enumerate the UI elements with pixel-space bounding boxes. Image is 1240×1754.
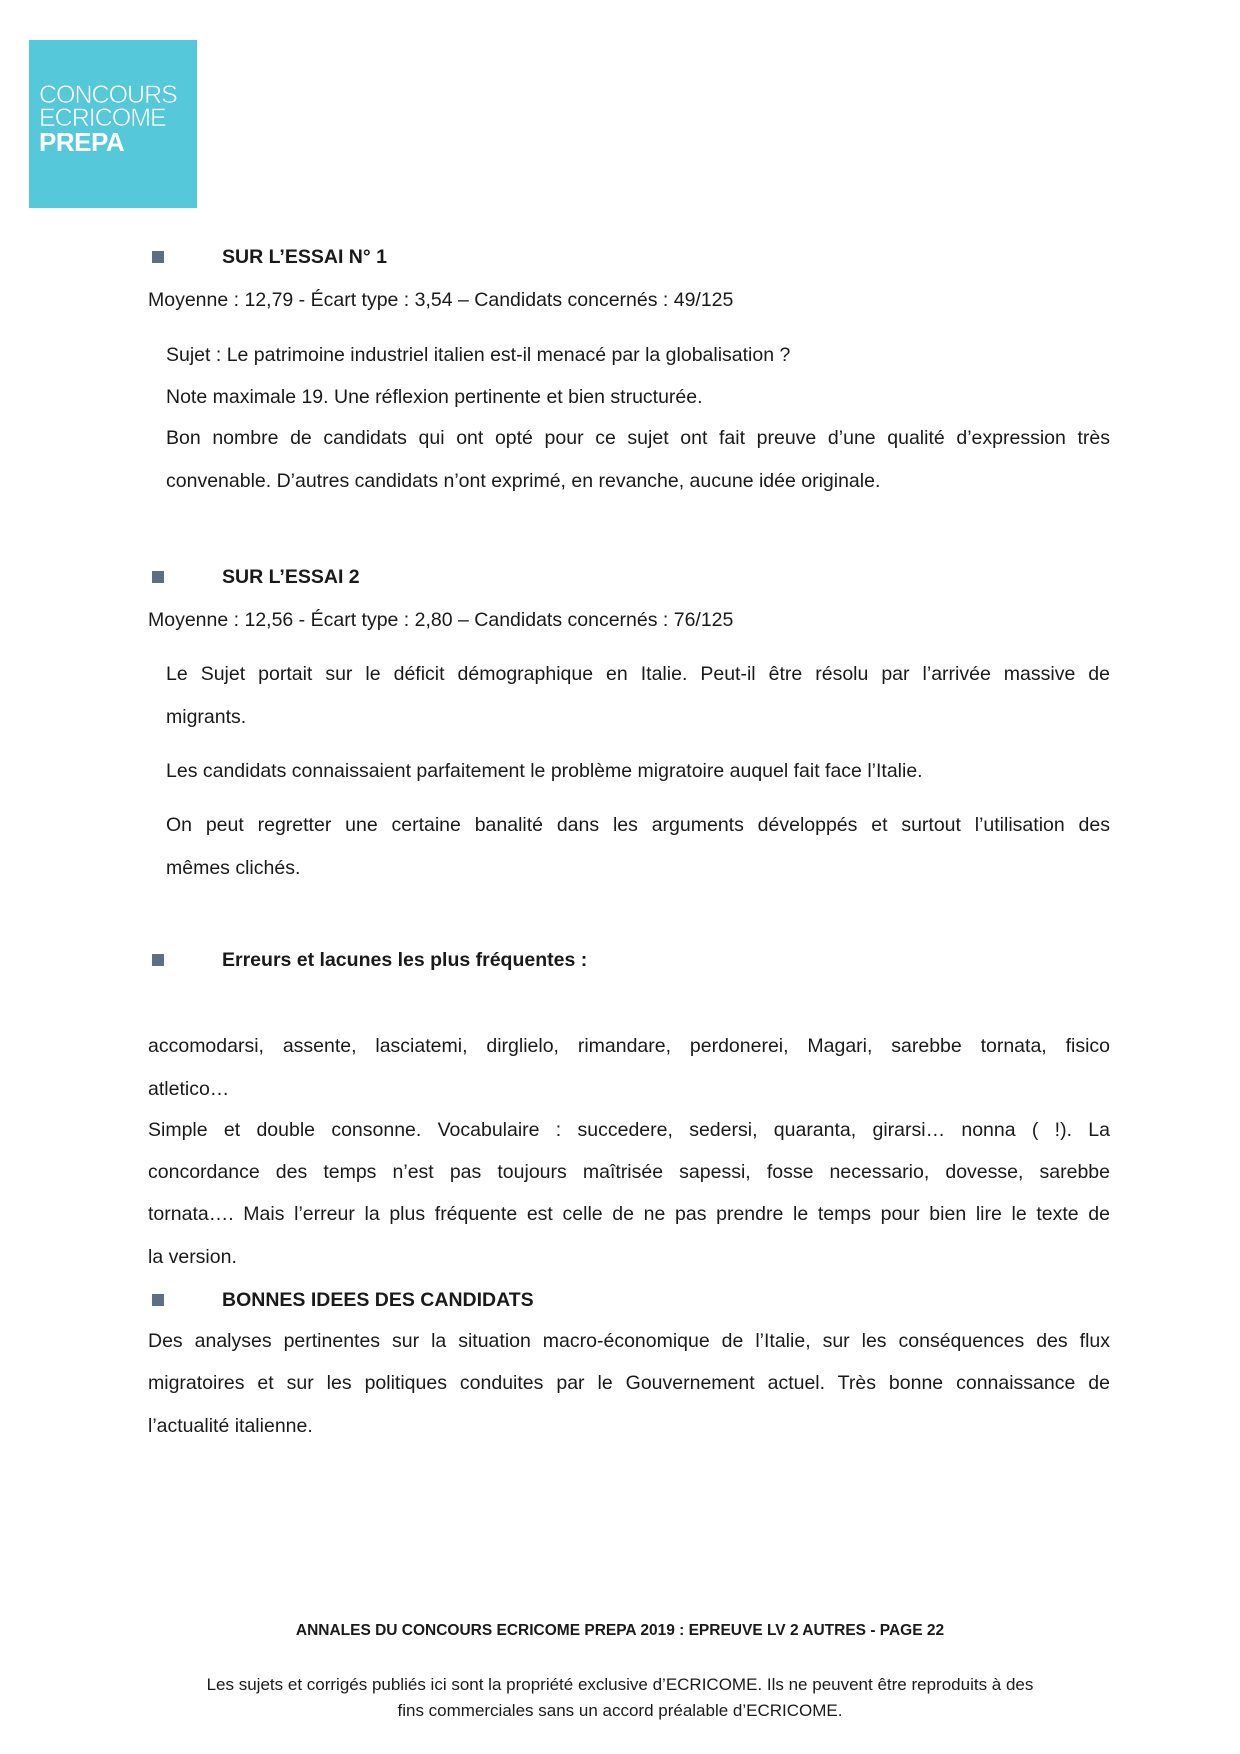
footer-copyright-line2: fins commerciales sans un accord préalable d’ECRICOME.: [397, 1701, 843, 1720]
erreurs-line1: accomodarsi, assente, lasciatemi, dirglielo, rimandare, perdonerei, Magari, sarebbe tornata, fisico: [148, 1035, 1110, 1057]
bonnes-idees-line2: migratoires et sur les politiques conduites par le Gouvernement actuel. Très bonne connaissance de: [148, 1372, 1110, 1394]
essai1-comment-line2: convenable. D’autres candidats n’ont exprimé, en revanche, aucune idée originale.: [166, 470, 881, 492]
essai2-comment-1: Les candidats connaissaient parfaitement le problème migratoire auquel fait face l’Italie.: [166, 760, 923, 782]
bonnes-idees-line1: Des analyses pertinentes sur la situation macro-économique de l’Italie, sur les conséquences des flux: [148, 1330, 1110, 1352]
ecricome-logo: [29, 40, 197, 208]
erreurs-line2: atletico…: [148, 1078, 230, 1100]
essai2-subject-line1: Le Sujet portait sur le déficit démographique en Italie. Peut-il être résolu par l’arrivée massive de: [166, 663, 1110, 685]
essai1-comment-line1: Bon nombre de candidats qui ont opté pour ce sujet ont fait preuve d’une qualité d’expression très: [166, 427, 1110, 449]
footer-copyright-line1: Les sujets et corrigés publiés ici sont la propriété exclusive d’ECRICOME. Ils ne peuvent être reproduits à des: [206, 1675, 1034, 1694]
erreurs-heading: Erreurs et lacunes les plus fréquentes :: [222, 949, 588, 971]
essai1-max-note: Note maximale 19. Une réflexion pertinente et bien structurée.: [166, 386, 703, 408]
square-bullet-icon: [152, 251, 164, 263]
square-bullet-icon: [152, 1294, 164, 1306]
essai2-heading: SUR L’ESSAI 2: [222, 566, 360, 588]
essai1-subject: Sujet : Le patrimoine industriel italien est-il menacé par la globalisation ?: [166, 344, 791, 366]
erreurs-line4: concordance des temps n’est pas toujours maîtrisée sapessi, fosse necessario, dovesse, sarebbe: [148, 1161, 1110, 1183]
footer-title: ANNALES DU CONCOURS ECRICOME PREPA 2019 : EPREUVE LV 2 AUTRES - PAGE 22: [295, 1622, 945, 1639]
logo-line-ecricome: ECRICOME: [39, 104, 166, 132]
essai1-heading: SUR L’ESSAI N° 1: [222, 246, 387, 268]
bonnes-idees-heading: BONNES IDEES DES CANDIDATS: [222, 1289, 534, 1311]
square-bullet-icon: [152, 571, 164, 583]
square-bullet-icon: [152, 954, 164, 966]
essai2-comment-2-line2: mêmes clichés.: [166, 857, 301, 879]
essai2-stats: Moyenne : 12,56 - Écart type : 2,80 – Candidats concernés : 76/125: [148, 609, 734, 631]
erreurs-line5: tornata…. Mais l’erreur la plus fréquente est celle de ne pas prendre le temps pour bien lire le texte de: [148, 1203, 1110, 1225]
bonnes-idees-line3: l’actualité italienne.: [148, 1415, 313, 1437]
logo-line-prepa: PREPA: [39, 127, 125, 157]
essai1-stats: Moyenne : 12,79 - Écart type : 3,54 – Candidats concernés : 49/125: [148, 289, 734, 311]
logo-line-concours: CONCOURS: [39, 81, 177, 109]
erreurs-line6: la version.: [148, 1246, 237, 1268]
erreurs-line3: Simple et double consonne. Vocabulaire : succedere, sedersi, quaranta, girarsi… nonna ( !). La: [148, 1119, 1110, 1141]
essai2-comment-2-line1: On peut regretter une certaine banalité dans les arguments développés et surtout l’utilisation des: [166, 814, 1110, 836]
essai2-subject-line2: migrants.: [166, 706, 247, 728]
